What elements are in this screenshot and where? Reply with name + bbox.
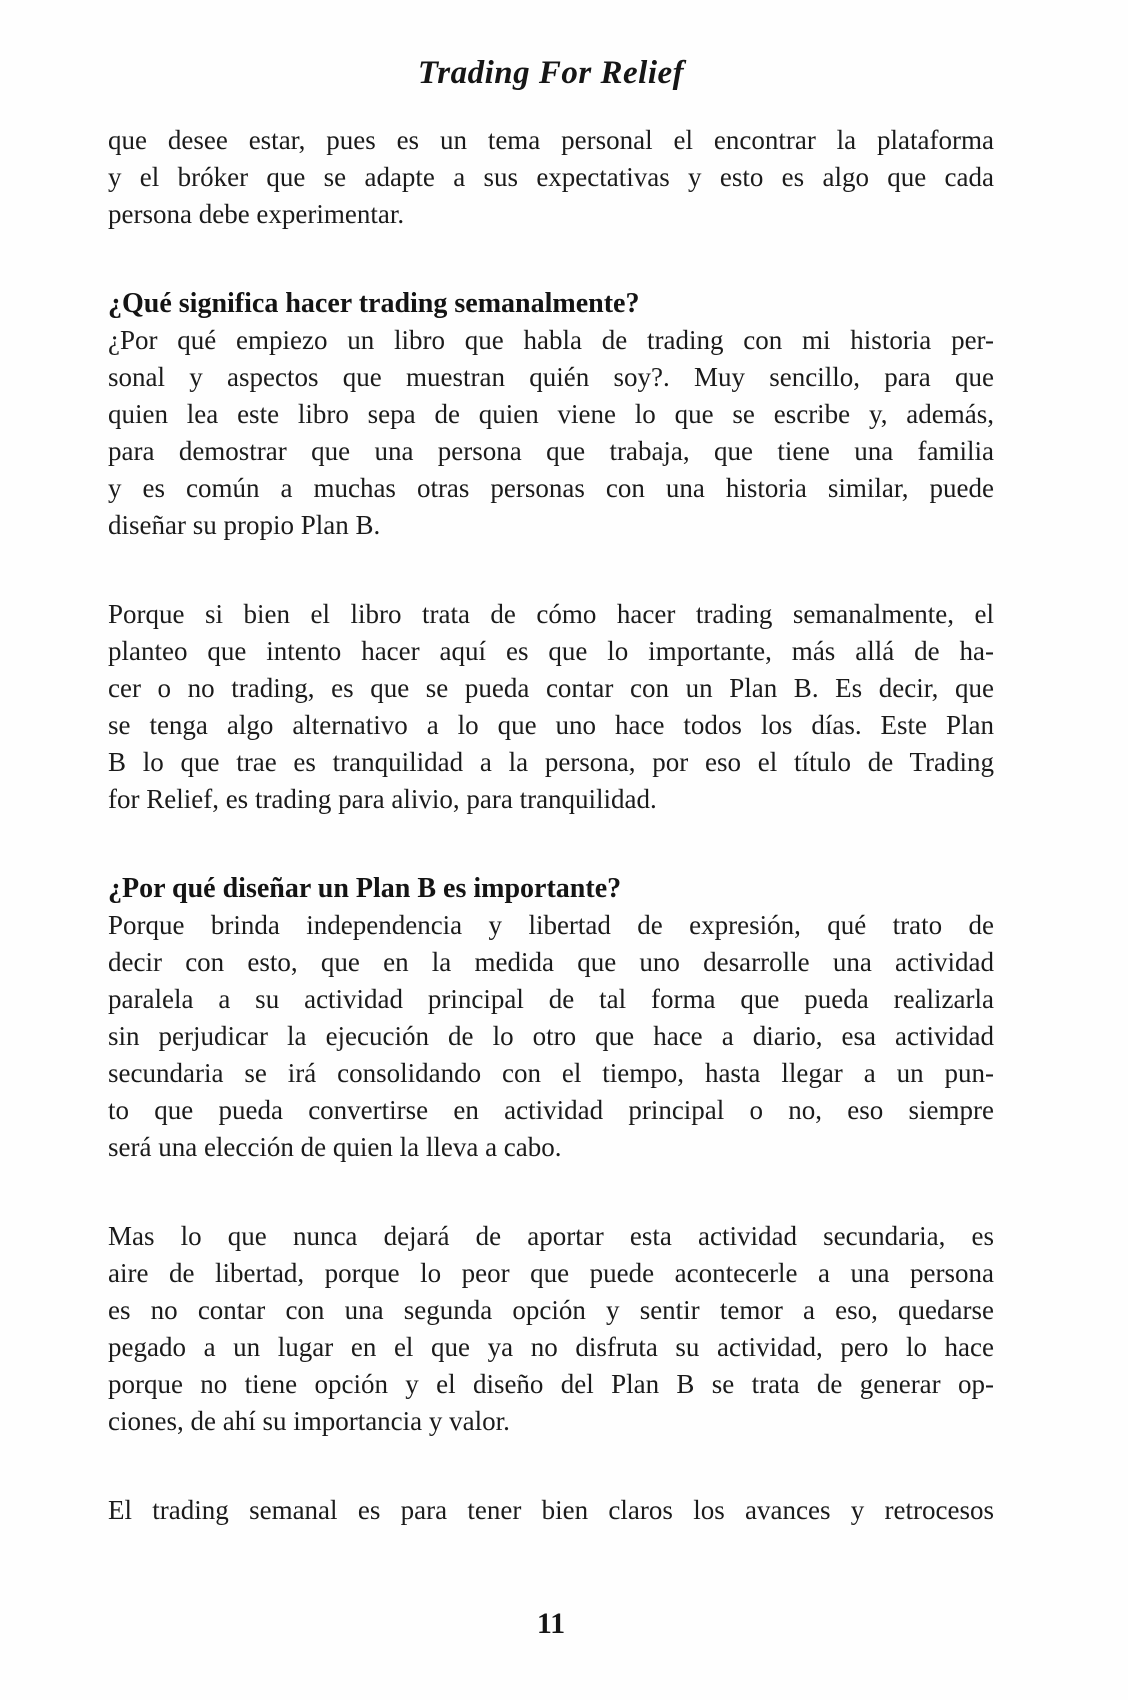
paragraph	[108, 1218, 994, 1440]
text-line: y es común a muchas otras personas con una historia similar, puede	[108, 473, 994, 503]
paragraph	[108, 596, 994, 818]
text-line: que desee estar, pues es un tema personal el encontrar la plataforma	[108, 125, 994, 155]
text-line: El trading semanal es para tener bien claros los avances y retrocesos	[108, 1495, 994, 1525]
text-line: cer o no trading, es que se pueda contar con un Plan B. Es decir, que	[108, 673, 994, 703]
text-line: Porque si bien el libro trata de cómo hacer trading semanalmente, el	[108, 599, 994, 629]
text-line: secundaria se irá consolidando con el tiempo, hasta llegar a un pun-	[108, 1058, 994, 1088]
text-line: será una elección de quien la lleva a cabo.	[108, 1132, 562, 1162]
text-line: persona debe experimentar.	[108, 199, 405, 229]
text-line: porque no tiene opción y el diseño del Plan B se trata de generar op-	[108, 1369, 994, 1399]
text-line: Porque brinda independencia y libertad de expresión, qué trato de	[108, 910, 994, 940]
text-line: y el bróker que se adapte a sus expectativas y esto es algo que cada	[108, 162, 994, 192]
text-line: es no contar con una segunda opción y sentir temor a eso, quedarse	[108, 1295, 994, 1325]
text-line: diseñar su propio Plan B.	[108, 510, 381, 540]
text-line: ¿Por qué empiezo un libro que habla de trading con mi historia per-	[108, 325, 994, 355]
text-line: Mas lo que nunca dejará de aportar esta actividad secundaria, es	[108, 1221, 994, 1251]
text-line: sonal y aspectos que muestran quién soy?. Muy sencillo, para que	[108, 362, 994, 392]
paragraph	[108, 907, 994, 1166]
text-line: to que pueda convertirse en actividad principal o no, eso siempre	[108, 1095, 994, 1125]
text-line: sin perjudicar la ejecución de lo otro que hace a diario, esa actividad	[108, 1021, 994, 1051]
section-heading: ¿Por qué diseñar un Plan B es importante?	[108, 873, 622, 904]
running-header: Trading For Relief	[417, 55, 685, 91]
paragraph	[108, 322, 994, 544]
text-line: paralela a su actividad principal de tal forma que pueda realizarla	[108, 984, 994, 1014]
text-line: se tenga algo alternativo a lo que uno hace todos los días. Este Plan	[108, 710, 994, 740]
text-line: planteo que intento hacer aquí es que lo importante, más allá de ha-	[108, 636, 994, 666]
text-line: quien lea este libro sepa de quien viene lo que se escribe y, además,	[108, 399, 994, 429]
paragraph	[108, 122, 994, 233]
paragraph	[108, 1492, 994, 1529]
text-line: para demostrar que una persona que trabaja, que tiene una familia	[108, 436, 994, 466]
text-line: ciones, de ahí su importancia y valor.	[108, 1406, 510, 1436]
text-line: aire de libertad, porque lo peor que puede acontecerle a una persona	[108, 1258, 994, 1288]
page-number: 11	[536, 1607, 566, 1640]
section-heading: ¿Qué significa hacer trading semanalmente?	[108, 288, 640, 319]
text-line: decir con esto, que en la medida que uno desarrolle una actividad	[108, 947, 994, 977]
text-line: B lo que trae es tranquilidad a la persona, por eso el título de Trading	[108, 747, 994, 777]
text-line: pegado a un lugar en el que ya no disfruta su actividad, pero lo hace	[108, 1332, 994, 1362]
text-line: for Relief, es trading para alivio, para tranquilidad.	[108, 784, 657, 814]
page-content	[108, 122, 994, 1581]
